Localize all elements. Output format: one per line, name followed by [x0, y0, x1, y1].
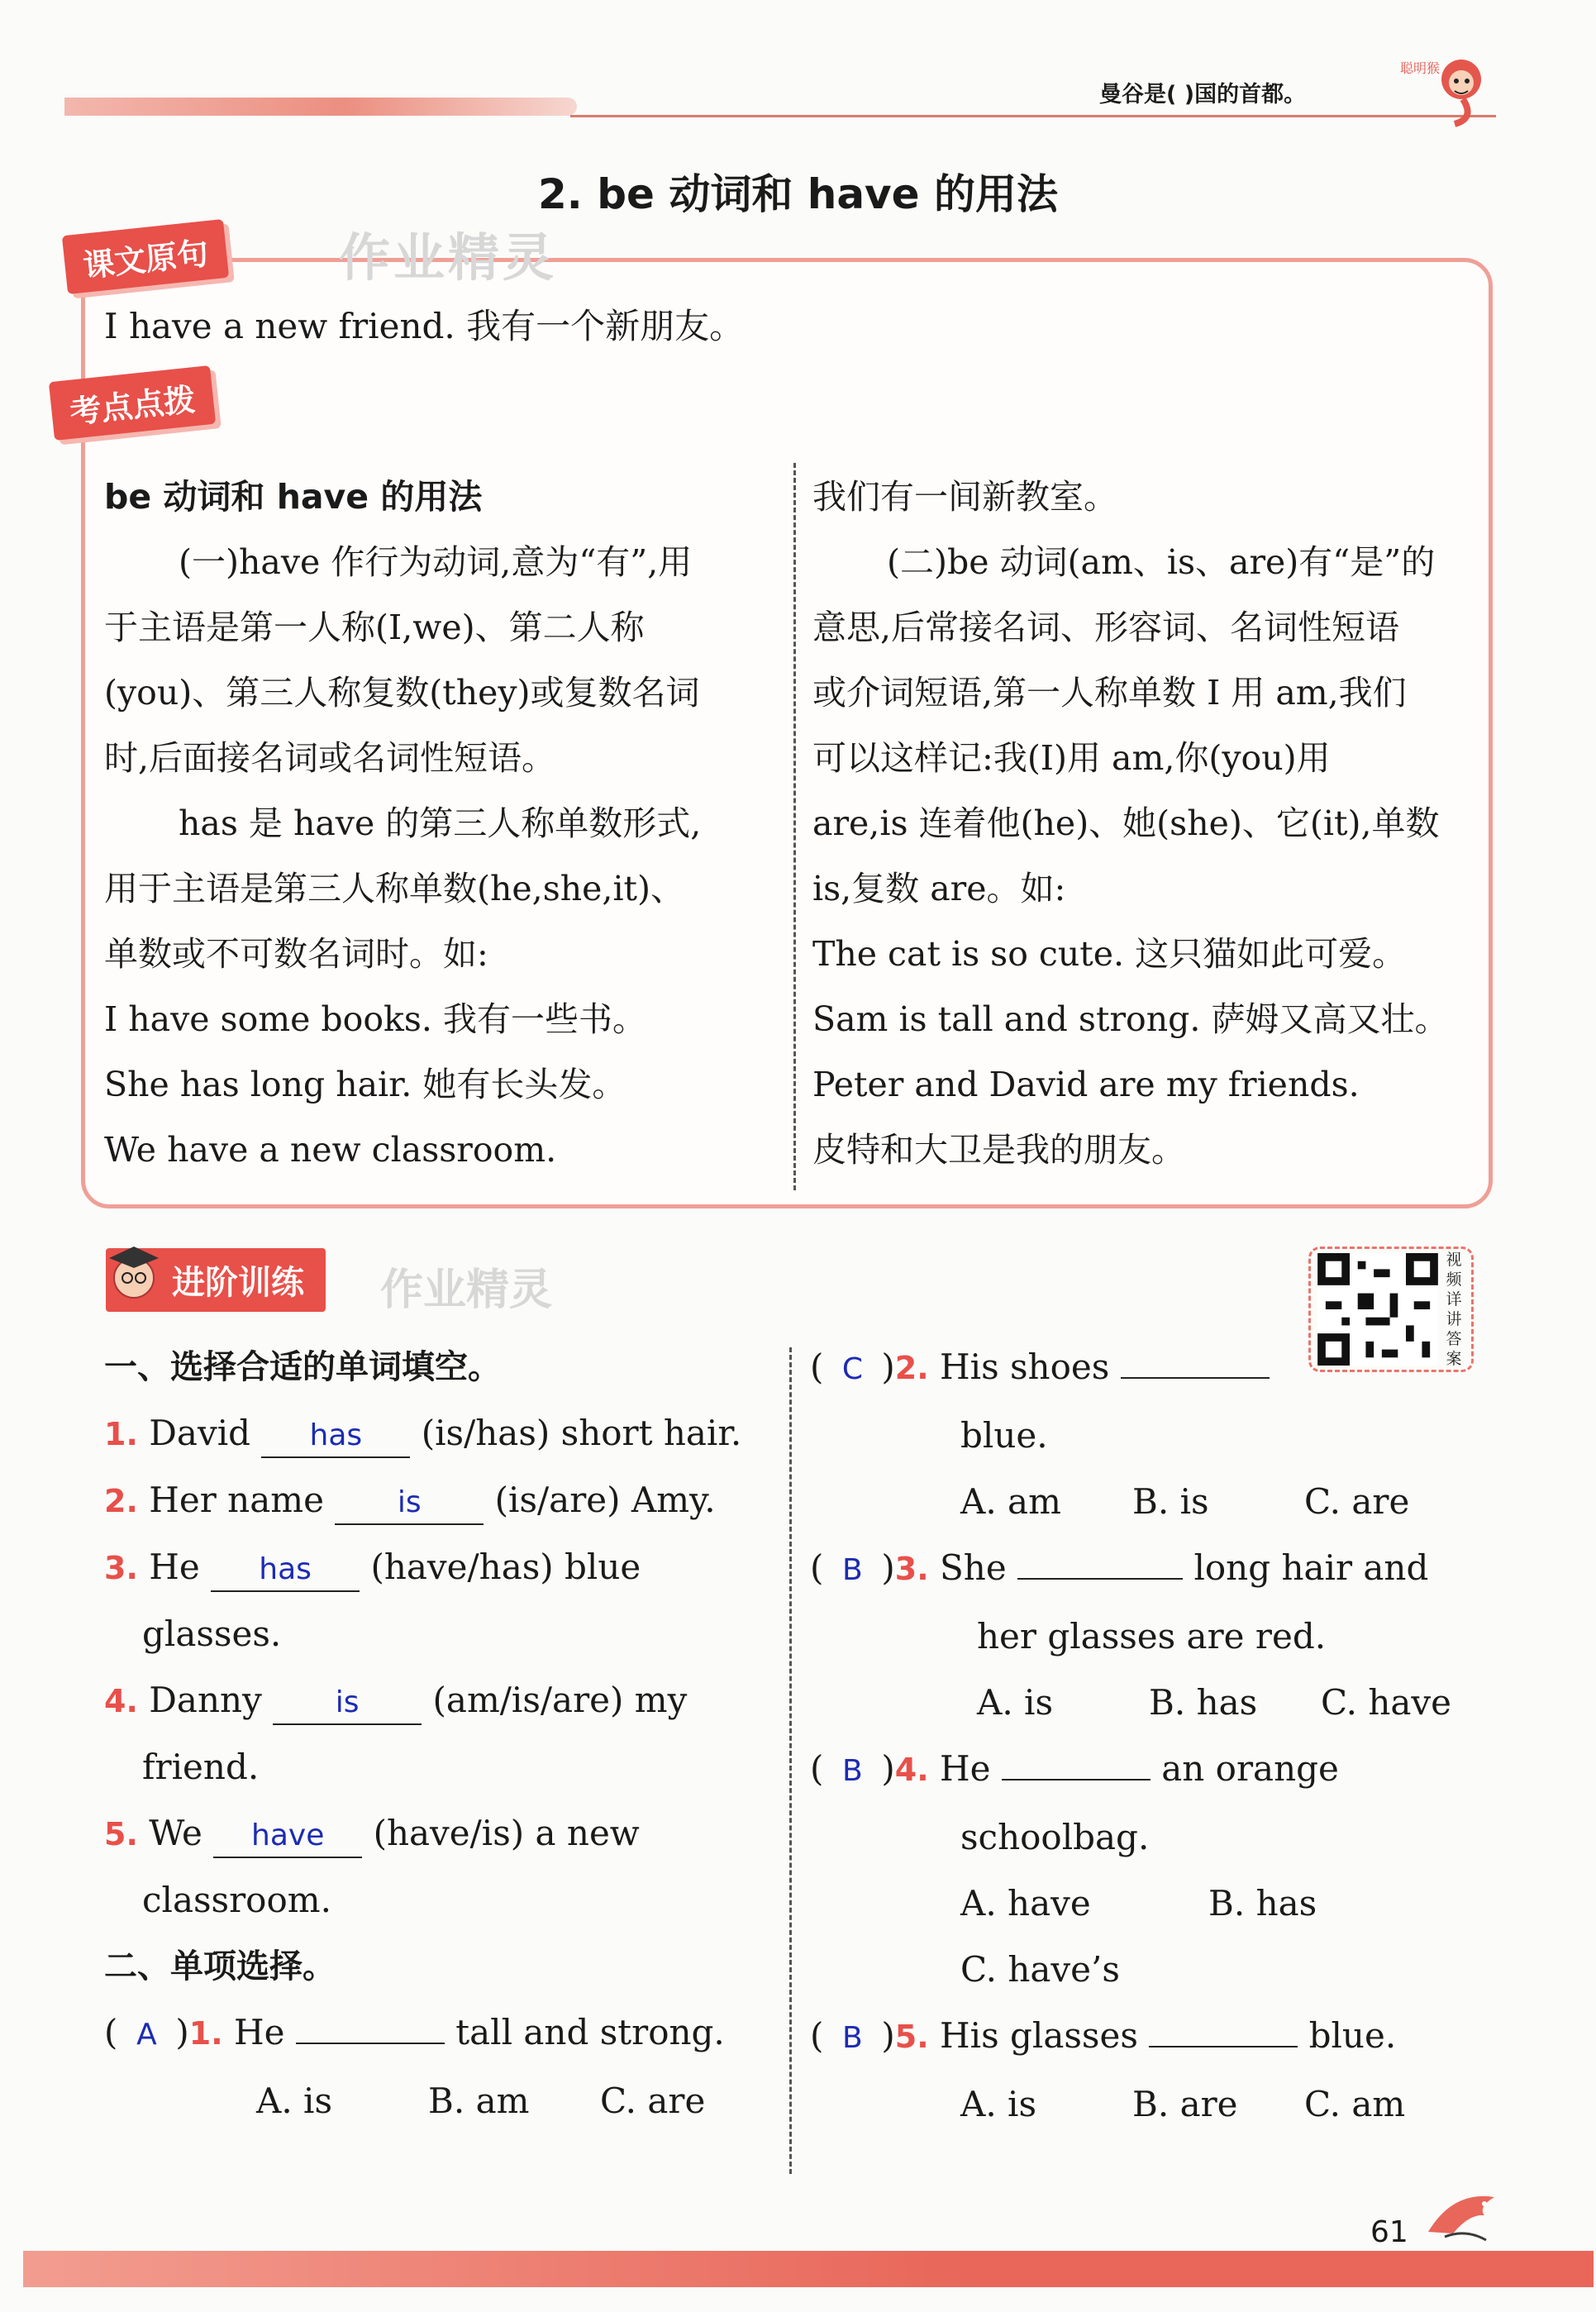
fill-item	[104, 1534, 782, 1601]
item-number: 2.	[104, 1483, 138, 1519]
option: C. have’s	[960, 1949, 1120, 1990]
notes-left-column	[104, 465, 774, 1183]
item-text: His glasses	[940, 2015, 1138, 2056]
answer-blank	[1149, 2046, 1298, 2047]
exercise-left-column	[104, 1334, 782, 2134]
answer-blank[interactable]: has	[261, 1415, 410, 1458]
answer-blank	[1002, 1779, 1151, 1780]
note-line: 或介词短语,第一人称单数 I 用 am,我们	[812, 673, 1407, 713]
item-text: (am/is/are) my	[432, 1680, 688, 1720]
option: B. is	[1132, 1481, 1209, 1522]
item-text: He	[234, 2012, 285, 2052]
example-line: 皮特和大卫是我的朋友。	[812, 1130, 1185, 1170]
footer-band	[23, 2251, 1594, 2287]
option: A. have	[960, 1883, 1091, 1923]
item-number: 1.	[104, 1416, 138, 1452]
note-line: is,复数 are。如:	[812, 869, 1066, 908]
item-number: 4.	[104, 1683, 138, 1719]
text-sentence: I have a new friend. 我有一个新朋友。	[104, 306, 745, 346]
column-divider	[793, 463, 796, 1190]
item-text: long hair and	[1193, 1547, 1429, 1588]
item-text: (have/has) blue	[370, 1547, 641, 1587]
page-number: 61	[1370, 2215, 1408, 2249]
watermark: 作业精灵	[339, 227, 558, 288]
item-continuation: schoolbag.	[960, 1817, 1150, 1857]
item-text: His shoes	[940, 1347, 1110, 1387]
item-number: 1.	[188, 2015, 223, 2052]
fill-item	[104, 1467, 782, 1534]
example-line: Sam is tall and strong. 萨姆又高又壮。	[812, 999, 1449, 1039]
option: C. are	[1304, 1481, 1410, 1522]
options-row	[810, 1871, 1488, 1937]
note-line: 时,后面接名词或名词性短语。	[104, 738, 556, 778]
section2-heading: 二、单项选择。	[104, 1947, 336, 1985]
example-line: 我们有一间新教室。	[812, 477, 1117, 517]
note-line: (一)have 作行为动词,意为“有”,用	[179, 542, 693, 582]
fill-item	[104, 1400, 782, 1467]
header-trivia: 曼谷是( )国的首都。	[1099, 82, 1307, 107]
choice-item: ( B )4. He an orange	[810, 1736, 1488, 1804]
answer-blank	[1017, 1578, 1183, 1580]
option: B. am	[428, 2081, 530, 2121]
answer-blank	[1121, 1377, 1270, 1379]
option: A. is	[977, 1682, 1054, 1723]
choice-answer[interactable]: B	[842, 2021, 863, 2055]
option: A. is	[256, 2081, 333, 2121]
mascot-label: 聪明猴	[1400, 60, 1441, 76]
option: A. am	[960, 1481, 1061, 1522]
item-text: He	[149, 1547, 200, 1587]
option: B. has	[1149, 1682, 1258, 1723]
tag-text-sentence: 课文原句	[62, 219, 229, 294]
item-number: 5.	[104, 1816, 138, 1852]
item-text: tall and strong.	[455, 2012, 725, 2052]
choice-answer[interactable]: A	[136, 2018, 157, 2052]
item-text: (is/has) short hair.	[421, 1413, 742, 1453]
option: B. are	[1132, 2084, 1238, 2124]
page-title: 2. be 动词和 have 的用法	[538, 170, 1058, 218]
tag-practice-label: 进阶训练	[172, 1264, 304, 1302]
subheading: be 动词和 have 的用法	[104, 477, 483, 517]
fill-item	[104, 1800, 782, 1867]
note-line: 单数或不可数名词时。如:	[104, 934, 488, 974]
option: C. are	[600, 2081, 706, 2121]
student-icon	[101, 1240, 167, 1309]
choice-item: ( B )3. She long hair and	[810, 1535, 1488, 1604]
choice-answer[interactable]: B	[842, 1754, 863, 1788]
choice-item: ( B )5. His glasses blue.	[810, 2003, 1488, 2071]
answer-blank[interactable]: has	[211, 1549, 360, 1592]
watermark: 作业精灵	[380, 1266, 553, 1315]
fill-item	[104, 1667, 782, 1734]
exercise-right-column	[810, 1334, 1488, 2138]
options-row	[810, 2071, 1488, 2138]
item-text: (is/are) Amy.	[494, 1480, 716, 1520]
options-row	[810, 1469, 1488, 1535]
dolphin-mascot-icon	[1420, 2182, 1511, 2252]
option: C. am	[1304, 2084, 1406, 2124]
note-line: (you)、第三人称复数(they)或复数名词	[104, 673, 700, 713]
option: A. is	[960, 2084, 1037, 2124]
item-text: David	[149, 1413, 251, 1453]
choice-item: ( A )1. He tall and strong.	[104, 2000, 782, 2068]
header-rule	[570, 115, 1496, 117]
item-continuation: glasses.	[142, 1614, 282, 1654]
notes-right-column	[812, 465, 1482, 1183]
item-text: an orange	[1161, 1748, 1339, 1789]
item-number: 3.	[104, 1550, 138, 1586]
example-line: I have some books. 我有一些书。	[104, 999, 646, 1039]
note-line: are,is 连着他(he)、她(she)、它(it),单数	[812, 803, 1440, 843]
item-text: Her name	[149, 1480, 324, 1520]
item-number: 3.	[894, 1551, 929, 1587]
monkey-mascot-icon	[1397, 48, 1496, 134]
note-line: 意思,后常接名词、形容词、名词性短语	[812, 608, 1400, 647]
example-line: We have a new classroom.	[104, 1130, 557, 1170]
note-line: (二)be 动词(am、is、are)有“是”的	[887, 542, 1436, 582]
choice-answer[interactable]: C	[841, 1352, 863, 1386]
example-line: She has long hair. 她有长头发。	[104, 1065, 626, 1104]
note-line: 于主语是第一人称(I,we)、第二人称	[104, 608, 645, 647]
item-continuation: her glasses are red.	[977, 1616, 1327, 1657]
tag-key-points: 考点点拨	[49, 365, 216, 441]
options-row	[810, 1937, 1488, 2003]
choice-answer[interactable]: B	[842, 1553, 863, 1587]
item-text: (have/is) a new	[373, 1813, 640, 1853]
item-number: 4.	[894, 1752, 929, 1788]
answer-blank[interactable]: have	[213, 1815, 362, 1858]
answer-blank[interactable]: is	[273, 1682, 422, 1725]
example-line: The cat is so cute. 这只猫如此可爱。	[812, 934, 1407, 974]
option: C. have	[1321, 1682, 1452, 1723]
item-text: blue.	[1308, 2015, 1397, 2056]
section1-heading: 一、选择合适的单词填空。	[104, 1348, 501, 1386]
exercise-divider	[789, 1347, 792, 2174]
note-line: 用于主语是第三人称单数(he,she,it)、	[104, 869, 685, 908]
item-continuation: friend.	[142, 1747, 260, 1787]
answer-blank	[296, 2043, 445, 2044]
item-number: 5.	[894, 2019, 929, 2055]
answer-blank[interactable]: is	[335, 1482, 484, 1525]
options-row	[104, 2068, 782, 2134]
item-continuation: blue.	[960, 1415, 1048, 1456]
header-band	[64, 98, 577, 116]
item-text: We	[149, 1813, 202, 1853]
example-line: Peter and David are my friends.	[812, 1065, 1360, 1104]
item-text: She	[940, 1547, 1007, 1588]
note-line: 可以这样记:我(I)用 am,你(you)用	[812, 738, 1331, 778]
item-text: Danny	[149, 1680, 262, 1720]
option: B. has	[1208, 1883, 1317, 1923]
item-continuation: classroom.	[142, 1880, 331, 1920]
qr-label: 视频详讲答案	[1446, 1251, 1462, 1368]
item-text: He	[940, 1748, 991, 1789]
options-row	[810, 1670, 1488, 1736]
note-line: has 是 have 的第三人称单数形式,	[179, 803, 702, 843]
choice-item: ( C )2. His shoes	[810, 1334, 1488, 1403]
item-number: 2.	[894, 1350, 929, 1386]
